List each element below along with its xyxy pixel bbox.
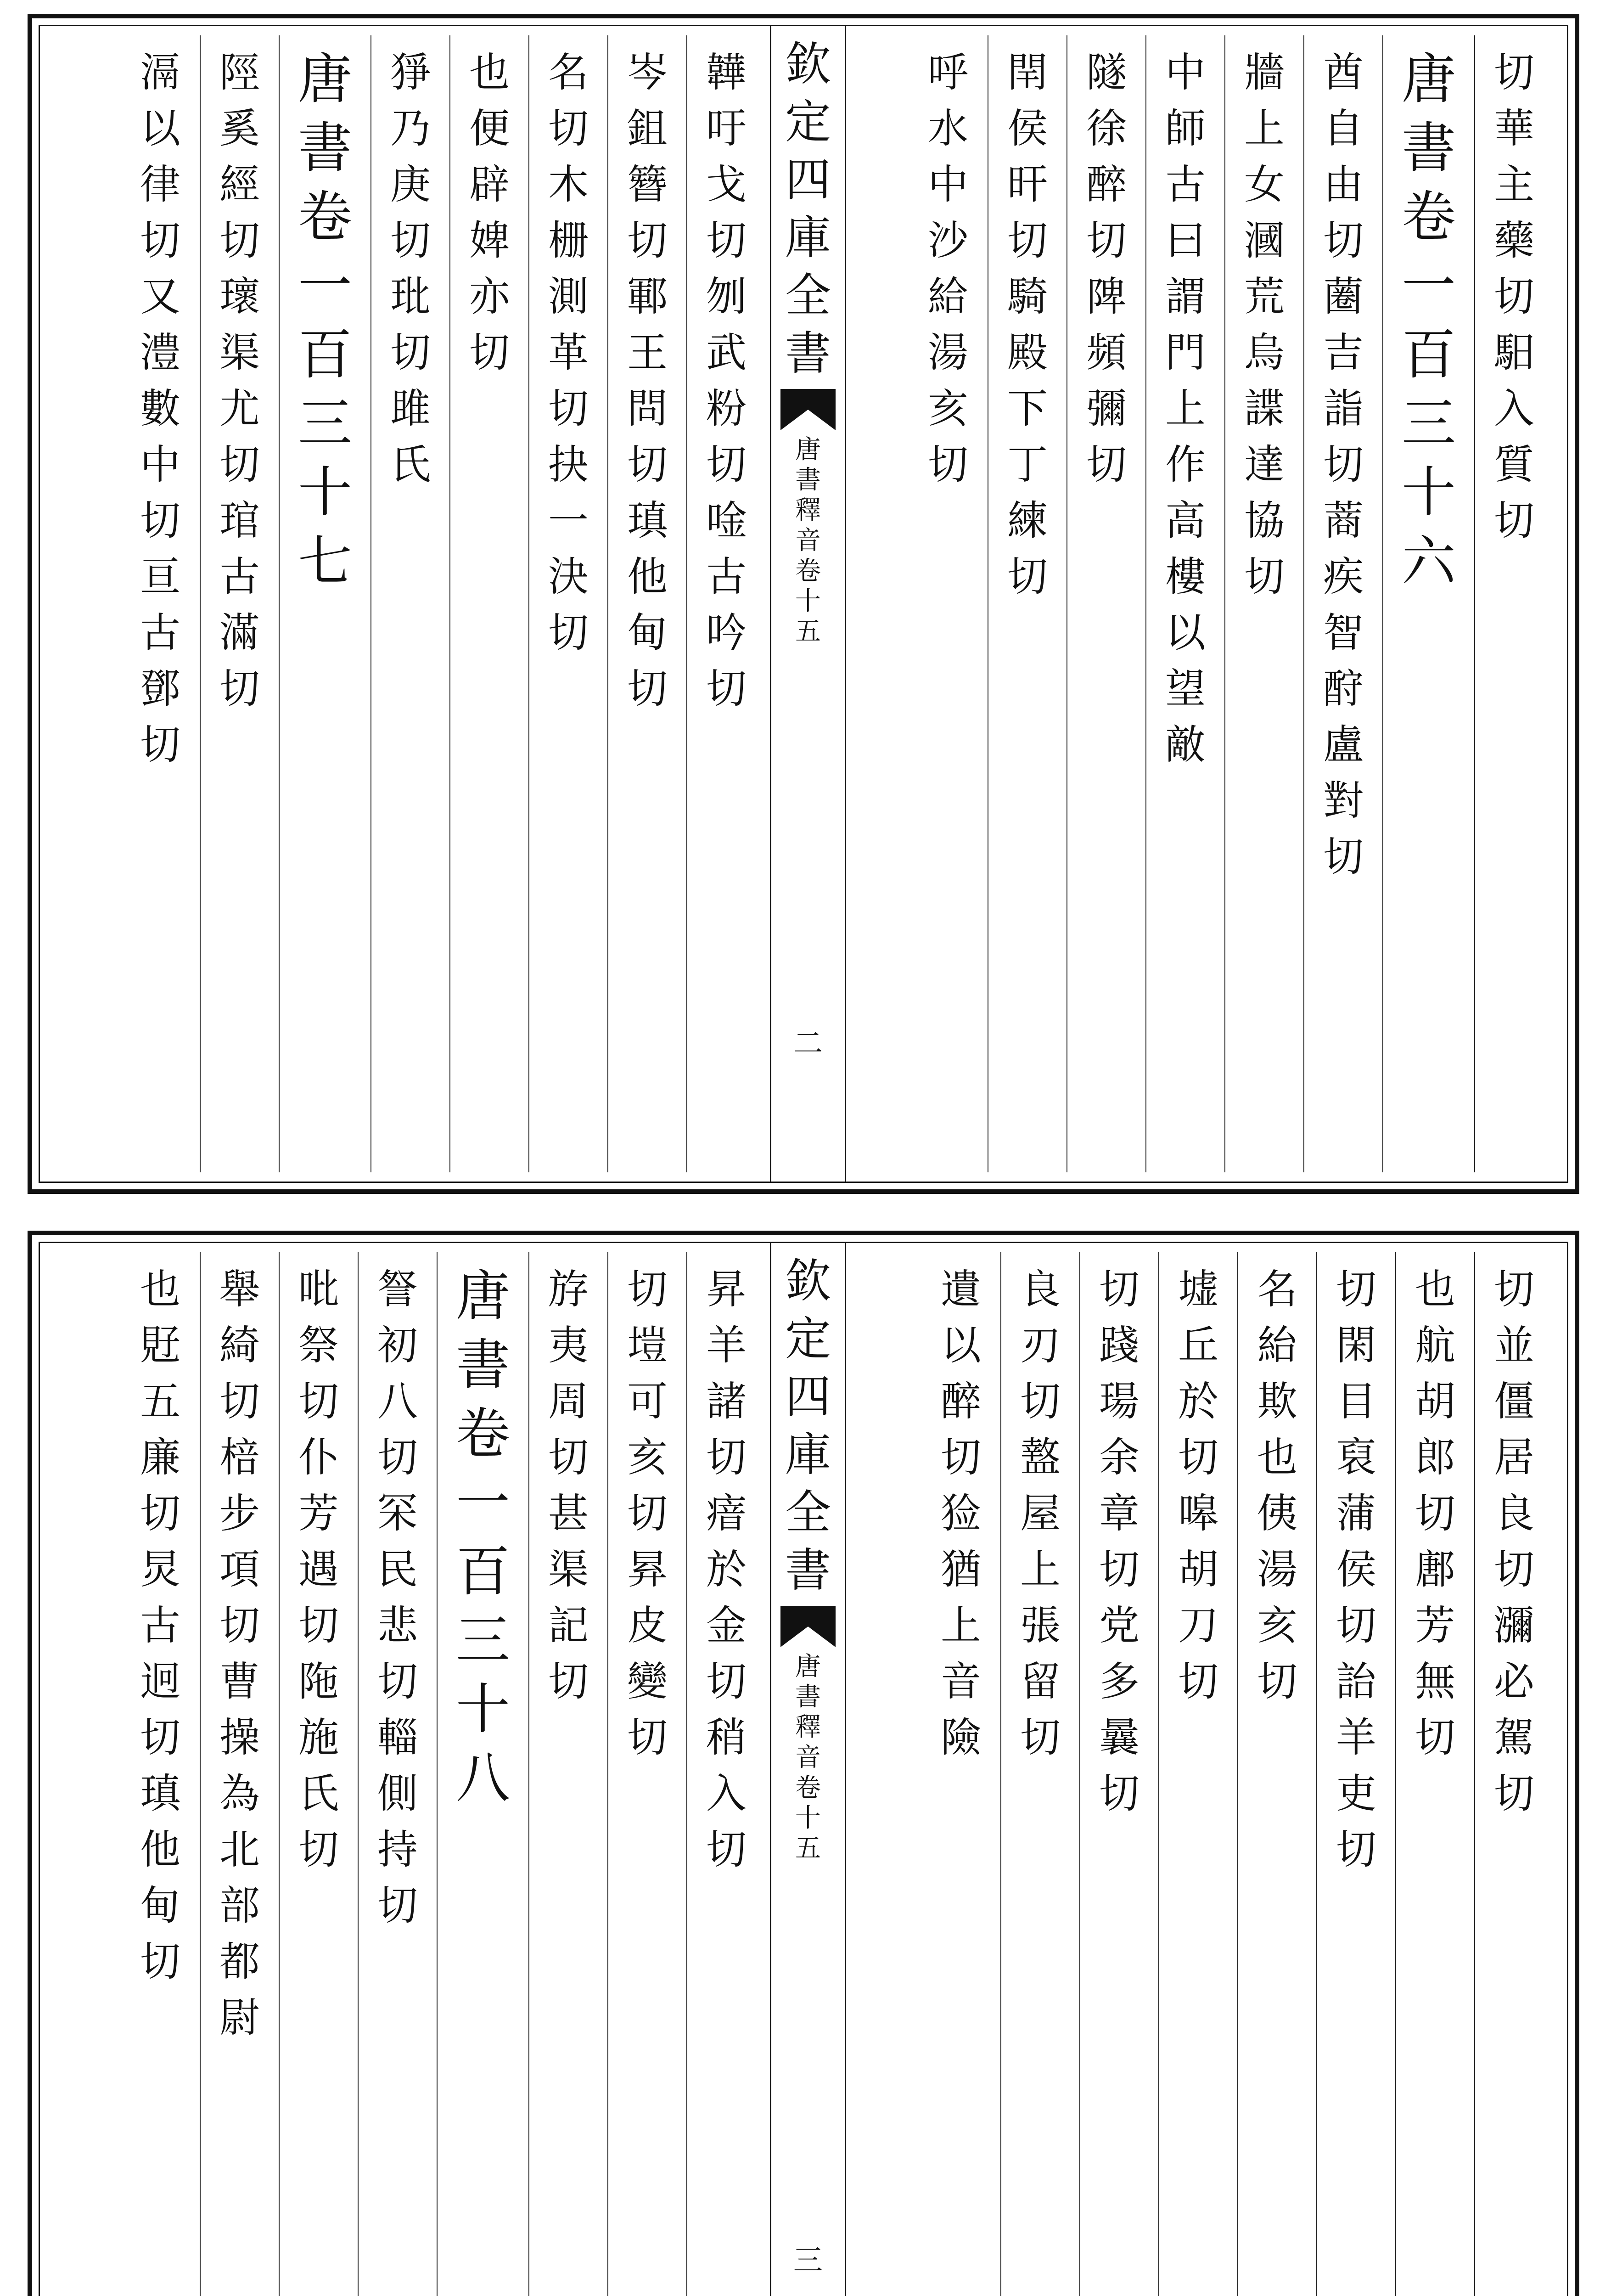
text-column: 呼 水 中 沙 給 湯 亥 切 [927,49,968,488]
bottom-left-columns [54,1252,765,2296]
text-column: 名 切 木 栅 測 革 切 抉 一 決 切 [528,35,607,1172]
text-column: 也 覎 五 廉 切 炅 古 迥 切 瑱 他 甸 切 [140,1266,180,1985]
fish-tail-mark-icon [780,389,836,430]
text-column: 岑 鉏 簪 切 鄆 王 問 切 瑱 他 甸 切 [607,35,686,1172]
text-column: 韡 吁 戈 切 刎 武 粉 切 唫 古 吟 切 [686,35,765,1172]
text-column: 遺 以 醉 切 猃 猶 上 音 險 [940,1266,981,1761]
text-column: 切 華 主 藥 切 馹 入 質 切 [1474,35,1553,1172]
text-column: 斿 夷 周 切 甚 渠 記 切 [528,1252,607,2296]
bottom-leaf-number: 三 [793,2244,823,2278]
top-page-inner-frame [39,25,1568,1183]
bottom-right-columns [842,1252,1553,2296]
bottom-page [28,1231,1579,2296]
text-column: 名 紿 欺 也 侇 湯 亥 切 [1237,1252,1316,2296]
text-column: 中 師 古 曰 謂 門 上 作 高 樓 以 望 敵 [1145,35,1224,1172]
fish-tail-mark-icon [780,1606,836,1647]
text-column: 切 並 僵 居 良 切 瀰 必 駕 切 [1474,1252,1553,2296]
top-right-columns [842,35,1553,1172]
top-left-columns [54,35,765,1172]
text-column: 吡 祭 切 仆 芳 遇 切 陁 施 氏 切 [279,1252,358,2296]
text-column: 墟 丘 於 切 嗥 胡 刀 切 [1158,1252,1237,2296]
text-column: 閈 侯 旰 切 騎 殿 下 丁 練 切 [988,35,1067,1172]
text-column: 昇 羊 諸 切 瘖 於 金 切 稍 入 切 [686,1252,765,2296]
text-column: 猙 乃 庚 切 玭 切 雎 氏 [370,35,449,1172]
text-column: 詧 初 八 切 罙 民 悲 切 輜 側 持 切 [358,1252,437,2296]
top-leaf-number: 二 [793,1027,823,1061]
text-column: 切 踐 瑒 余 章 切 党 多 曩 切 [1079,1252,1158,2296]
text-column: 舉 綺 切 棓 步 項 切 曹 操 為 北 部 都 尉 [200,1252,279,2296]
bottom-volume-label: 唐 書 釋 音 卷 十 五 [795,1652,821,1863]
top-volume-label: 唐 書 釋 音 卷 十 五 [795,435,821,647]
chapter-heading-column: 唐 書 卷 一 百 三 十 六 [1382,35,1474,1172]
text-column: 良 刃 切 盩 屋 上 張 留 切 [1000,1252,1079,2296]
chapter-heading-column: 唐 書 卷 一 百 三 十 八 [437,1252,528,2296]
text-column: 隧 徐 醉 切 陴 頻 彌 切 [1067,35,1145,1172]
text-column: 滆 以 律 切 又 澧 數 中 切 亘 古 鄧 切 [140,49,180,768]
text-column: 陘 奚 經 切 瓌 渠 尤 切 琯 古 滿 切 [200,35,279,1172]
text-column: 也 便 辟 婢 亦 切 [449,35,528,1172]
text-column: 牆 上 女 漍 荒 烏 諜 達 協 切 [1224,35,1303,1172]
top-book-title: 欽 定 四 庫 全 書 [785,37,831,380]
text-column: 切 閑 目 裒 蒲 侯 切 詒 羊 吏 切 [1316,1252,1395,2296]
text-column: 也 航 胡 郎 切 鄌 芳 無 切 [1395,1252,1474,2296]
top-page [28,14,1579,1194]
top-center-band [770,26,846,1182]
bottom-book-title: 欽 定 四 庫 全 書 [785,1254,831,1597]
chapter-heading-column: 唐 書 卷 一 百 三 十 七 [279,35,370,1172]
text-column: 切 塏 可 亥 切 昪 皮 變 切 [607,1252,686,2296]
bottom-page-inner-frame [39,1242,1568,2296]
bottom-center-band [770,1243,846,2296]
text-column: 酋 自 由 切 蔨 吉 詣 切 蔏 疾 智 酧 盧 對 切 [1303,35,1382,1172]
